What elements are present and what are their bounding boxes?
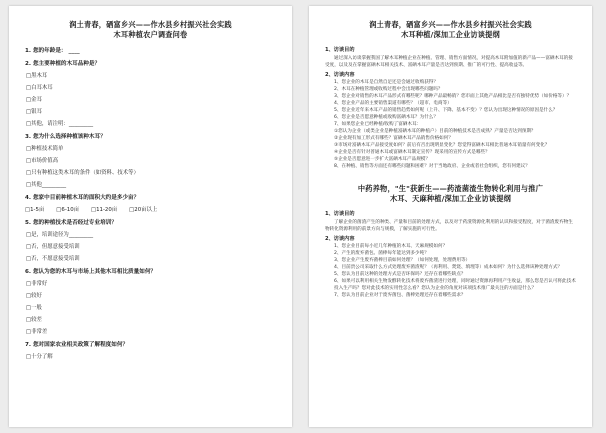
checkbox-option[interactable]: □白耳木耳: [26, 85, 53, 91]
interview-item: 3、您企业产生废弃菌棒目前如何处理？（如何处理，处理费用等）: [334, 258, 471, 263]
interview-subitem: ③市场对富硒木耳产品接受度如何？前后有否出现明显变化？您觉得富硒木耳相比普通木耳销量有何变化？: [334, 143, 550, 148]
checkbox-option[interactable]: □非常好: [26, 281, 48, 287]
interview-subitem: ②企业现有加工形式有哪些？富硒木耳产品销售价格如何？: [334, 136, 453, 141]
interview-subitem: ①您认为企业（或类企业是种植富硒木耳的种植户）目前的种植技术是否成熟？产量是否达到预期？: [334, 129, 536, 134]
section-heading: 1、访谈目的: [325, 47, 355, 53]
question-6: 6. 您认为您的木耳与市场上其他木耳相比质量如何？: [25, 269, 157, 275]
section-heading: 2、访谈内容: [325, 71, 355, 78]
section-heading: 2、访谈内容: [325, 235, 355, 242]
interview-item: 7、您认为目前企业对于废弃菌包、菌棒处理还存在着哪些需求？: [334, 293, 466, 298]
page-title-line2: 木耳种植农户调查问卷: [113, 30, 188, 39]
checkbox-option[interactable]: □市场价值高: [26, 158, 59, 164]
page-title-line2: 木耳种植/深加工企业访谈提纲: [401, 30, 500, 39]
checkbox-option[interactable]: □黑木耳: [26, 73, 48, 79]
interview-item: 1、您企业目前每小近几年种植的木耳、天麻规模如何？: [334, 244, 448, 249]
second-title-line2: 木耳、天麻种植/深加工企业访谈提纲: [389, 194, 512, 203]
question-2: 2. 您主要种植的木耳品种是？: [25, 61, 101, 67]
checkbox-option[interactable]: □种植技术简单: [26, 146, 64, 152]
section-paragraph: 了解企业的菌渣产生的种类、产量和目前的处理方式，以及对于药渣资源化利用的认识和接受程度，对于菌渣废弃物生物转化资源利用的前景方向与规模，了解实施的可行性。: [325, 219, 573, 232]
interview-item: 5、您认为目前这种的处理方式是否环保吗？还存在着哪些缺点？: [334, 272, 466, 277]
section-heading: 1、访谈目的: [325, 211, 355, 217]
checkbox-option[interactable]: □银耳: [26, 109, 42, 115]
interview-outline-page-right: [309, 6, 592, 427]
question-1-text: 1. 您的年龄是：: [25, 48, 67, 54]
question-4: 4. 您家中目前种植木耳的面积大约是多少亩？: [25, 195, 140, 201]
checkbox-option[interactable]: □6-10亩: [56, 207, 80, 213]
checkbox-option[interactable]: □非常差: [26, 329, 48, 335]
question-5: 5. 您的种植技术是否经过专业培训？: [25, 220, 117, 226]
page-title-line1: 润土青春，硒富乡兴——作水县乡村振兴社会实践: [69, 20, 232, 29]
interview-item: 2、产生的废弃菌包、菌棒每年能达到多少吨？: [334, 251, 429, 256]
interview-item: 1、您企业的木耳是自然自足还是会通过收购获得？: [334, 80, 438, 85]
checkbox-option[interactable]: □金耳: [26, 97, 42, 103]
interview-item: 3、您企业对销售的木耳产品形式有哪些呢？哪种产品最畅销？您市面上其他产品相比是否有独特优势（如价格等）？: [334, 94, 572, 99]
page-title-line1: 润土青春，硒富乡兴——作水县乡村振兴社会实践: [369, 20, 532, 29]
question-7: 7. 您对国家农业相关政策了解程度如何？: [25, 342, 129, 348]
interview-item: 2、木耳在种植管理或收购过程中会出现哪些问题吗？: [334, 87, 443, 92]
checkbox-option[interactable]: □其他_________: [26, 182, 67, 188]
checkbox-option[interactable]: □其他，请注明：_________: [26, 121, 94, 127]
checkbox-option[interactable]: □十分了解: [26, 354, 53, 360]
section-paragraph: 通过深入访谈掌握我国了解木耳种植企业在种植、管理、销售方面情况，对提高木耳附加值的新产品——富硒木耳的接受度，以及及在掌握富硒木耳相关技术、富硒木耳产量是否达到预期、推广的可行性、提高收益等。: [325, 55, 573, 68]
checkbox-option[interactable]: □较差: [26, 317, 42, 323]
checkbox-option[interactable]: □较好: [26, 293, 42, 299]
checkbox-option[interactable]: □20亩以上: [129, 207, 158, 213]
interview-item: 6、如果可以利用相关生物发酵转化技术将废弃菌渣进行处理，同时通过资源再利用产生收益，那么您是否认可将此技术投入生产吗？您对此技术的实用性怎么看？您认为企业的角度对该项技术推广最关注的方面是什么？: [334, 279, 576, 291]
interview-item: 5、您企业近年来木耳产品的销售趋势如何呢（上升、下降、基本不变）？您认为出现这种情况的原因是什么？: [334, 108, 558, 113]
question-1-blank[interactable]: ____: [68, 48, 80, 54]
checkbox-option[interactable]: □否，但愿意接受培训: [26, 244, 80, 250]
question-1: [25, 47, 276, 55]
checkbox-option[interactable]: □否，不愿意接受培训: [26, 256, 80, 262]
interview-item: 7、如果您企业已经种植/收购了富硒木耳：: [334, 122, 422, 127]
question-3: 3. 您为什么选择种植该种木耳？: [25, 134, 106, 140]
interview-item: 6、您企业是否愿意种植或收购富硒木耳？为什么？: [334, 115, 438, 120]
checkbox-option[interactable]: □一般: [26, 305, 42, 311]
checkbox-option[interactable]: □11-20亩: [91, 207, 118, 213]
interview-subitem: ④企业是否有针对普通木耳或富硒木耳制定宣传？现采用的宣传方式是哪些？: [334, 150, 490, 155]
checkbox-option[interactable]: □是，培训途径为_________: [26, 232, 94, 238]
interview-subitem: ⑤企业是否愿意进一步扩大富硒木耳产品规模？: [334, 157, 430, 162]
interview-item: 8、在种植、销售等方面还有哪些问题和困难？对于当地政府、企业或者社会组织，您有何建议？: [334, 164, 530, 169]
interview-item: 4、您企业产品的主要销售渠道有哪些？（超市、电商等）: [334, 101, 452, 106]
interview-item: 4、目前贵公司采取什么方式处理废弃菌渣呢？（再利用、焚烧、填埋等）成本如何？为什么选择该种处理方式？: [334, 265, 563, 270]
checkbox-option[interactable]: □只有种植这类木耳的条件（如资料、技术等）: [26, 170, 139, 176]
second-title-line1: 中药养物，"生"获新生——药渣菌渣生物转化利用与推广: [357, 184, 544, 193]
checkbox-option[interactable]: □1-5亩: [25, 207, 45, 213]
checkbox-row: [25, 206, 276, 214]
questionnaire-page-left: [9, 6, 292, 427]
